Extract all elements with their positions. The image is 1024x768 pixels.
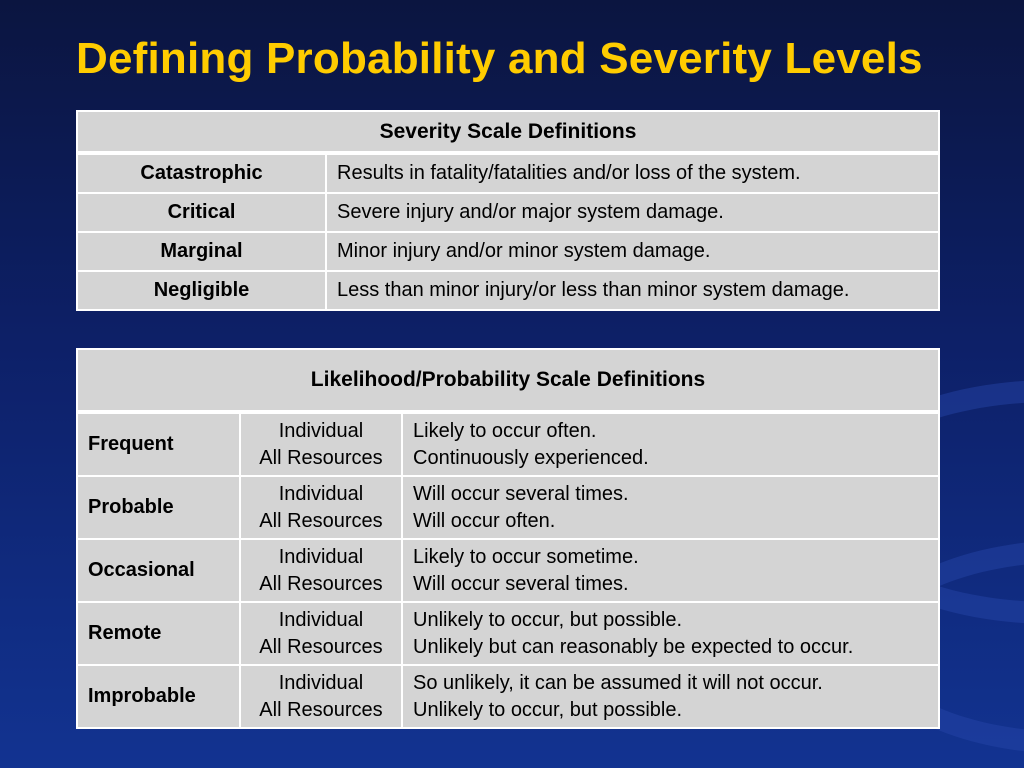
likelihood-scope (240, 665, 402, 728)
severity-term: Negligible (77, 271, 326, 310)
table-row (77, 412, 939, 476)
likelihood-scope (240, 602, 402, 665)
severity-definition: Results in fatality/fatalities and/or loss of the system. (326, 153, 939, 193)
likelihood-definition (402, 539, 939, 602)
severity-table (76, 110, 940, 311)
likelihood-term: Occasional (77, 539, 240, 602)
definition-all-resources: Unlikely to occur, but possible. (413, 698, 683, 721)
table-row (77, 193, 939, 232)
likelihood-term: Probable (77, 476, 240, 539)
likelihood-term: Frequent (77, 412, 240, 476)
likelihood-table-header: Likelihood/Probability Scale Definitions (77, 349, 939, 412)
severity-definition: Less than minor injury/or less than minor system damage. (326, 271, 939, 310)
severity-term: Critical (77, 193, 326, 232)
definition-all-resources: Unlikely but can reasonably be expected to occur. (413, 635, 854, 658)
scope-all-resources: All Resources (259, 509, 383, 532)
table-row (77, 476, 939, 539)
definition-individual: Will occur several times. (413, 482, 629, 505)
definition-individual: Likely to occur often. (413, 419, 597, 442)
severity-table-header: Severity Scale Definitions (77, 111, 939, 153)
scope-individual: Individual (278, 419, 364, 442)
definition-all-resources: Will occur often. (413, 509, 556, 532)
likelihood-scope (240, 539, 402, 602)
severity-definition: Severe injury and/or major system damage. (326, 193, 939, 232)
table-row (77, 539, 939, 602)
likelihood-scope (240, 476, 402, 539)
likelihood-definition (402, 476, 939, 539)
definition-all-resources: Will occur several times. (413, 572, 629, 595)
scope-all-resources: All Resources (259, 698, 383, 721)
table-row (77, 153, 939, 193)
likelihood-table (76, 348, 940, 729)
likelihood-term: Improbable (77, 665, 240, 728)
scope-all-resources: All Resources (259, 446, 383, 469)
likelihood-scope (240, 412, 402, 476)
table-row (77, 602, 939, 665)
table-row (77, 232, 939, 271)
scope-individual: Individual (278, 608, 364, 631)
definition-all-resources: Continuously experienced. (413, 446, 649, 469)
severity-definition: Minor injury and/or minor system damage. (326, 232, 939, 271)
likelihood-definition (402, 602, 939, 665)
likelihood-definition (402, 412, 939, 476)
likelihood-term: Remote (77, 602, 240, 665)
scope-all-resources: All Resources (259, 572, 383, 595)
scope-all-resources: All Resources (259, 635, 383, 658)
severity-term: Catastrophic (77, 153, 326, 193)
scope-individual: Individual (278, 671, 364, 694)
definition-individual: So unlikely, it can be assumed it will not occur. (413, 671, 823, 694)
likelihood-definition (402, 665, 939, 728)
severity-term: Marginal (77, 232, 326, 271)
definition-individual: Unlikely to occur, but possible. (413, 608, 683, 631)
slide-title: Defining Probability and Severity Levels (76, 34, 923, 83)
scope-individual: Individual (278, 482, 364, 505)
scope-individual: Individual (278, 545, 364, 568)
definition-individual: Likely to occur sometime. (413, 545, 639, 568)
table-row (77, 665, 939, 728)
table-row (77, 271, 939, 310)
